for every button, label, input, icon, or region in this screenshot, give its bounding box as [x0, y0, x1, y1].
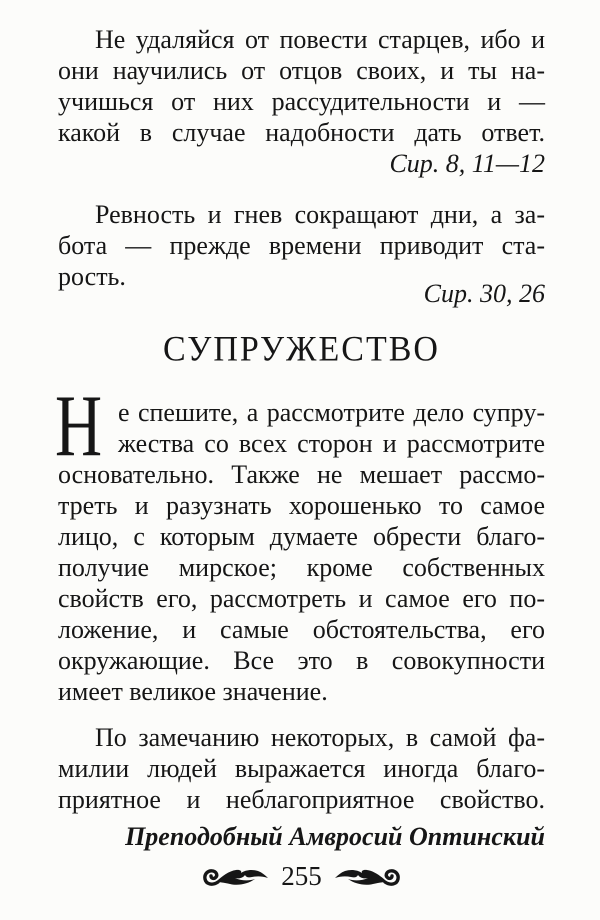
text-line: лицо, с которым думаете обрести благо-	[58, 522, 545, 551]
flourish-left-icon	[202, 861, 270, 891]
text-line: имеет великое значение.	[58, 677, 328, 706]
text-line: получие мирское; кроме собственных	[58, 553, 545, 582]
scripture-quote	[58, 24, 545, 148]
text-line: бота — прежде времени приводит ста-	[58, 231, 545, 260]
text-line: милии людей выражается иногда благо-	[58, 754, 545, 783]
body-paragraph	[58, 722, 545, 815]
body-paragraph	[55, 378, 545, 707]
page-number: 255	[281, 861, 322, 891]
page-footer	[58, 861, 545, 891]
quote-reference: Сир. 30, 26	[423, 279, 545, 308]
attribution-line: Преподобный Амвросий Оптинский	[125, 822, 545, 851]
text-line: какой в случае надобности дать ответ.	[58, 118, 545, 147]
drop-cap-letter: Н	[55, 378, 103, 475]
text-line: основательно. Также не мешает рассмо-	[58, 460, 545, 489]
text-line: окружающие. Все это в совокупности	[58, 646, 545, 675]
text-line: По замечанию некоторых, в самой фа-	[95, 723, 545, 752]
text-line: ложение, и самые обстоятельства, его	[58, 615, 545, 644]
text-line: треть и разузнать хорошенько то самое	[58, 491, 545, 520]
text-line: Ревность и гнев сокращают дни, а за-	[95, 200, 545, 229]
text-line: е спешите, а рассмотрите дело супру-	[118, 398, 545, 427]
text-line: рость.	[58, 262, 126, 291]
text-line: учишься от них рассудительности и —	[58, 87, 545, 116]
chapter-heading: СУПРУЖЕСТВО	[163, 329, 440, 370]
quote-reference: Сир. 8, 11—12	[389, 149, 545, 178]
text-line: свойств его, рассмотреть и самое его по-	[58, 584, 545, 613]
text-line: они научились от отцов своих, и ты на-	[58, 56, 545, 85]
text-line: приятное и неблагоприятное свойство.	[58, 785, 545, 814]
text-line: жества со всех сторон и рассмотрите	[118, 429, 545, 458]
flourish-right-icon	[333, 861, 401, 891]
text-line: Не удаляйся от повести старцев, ибо и	[95, 25, 545, 54]
